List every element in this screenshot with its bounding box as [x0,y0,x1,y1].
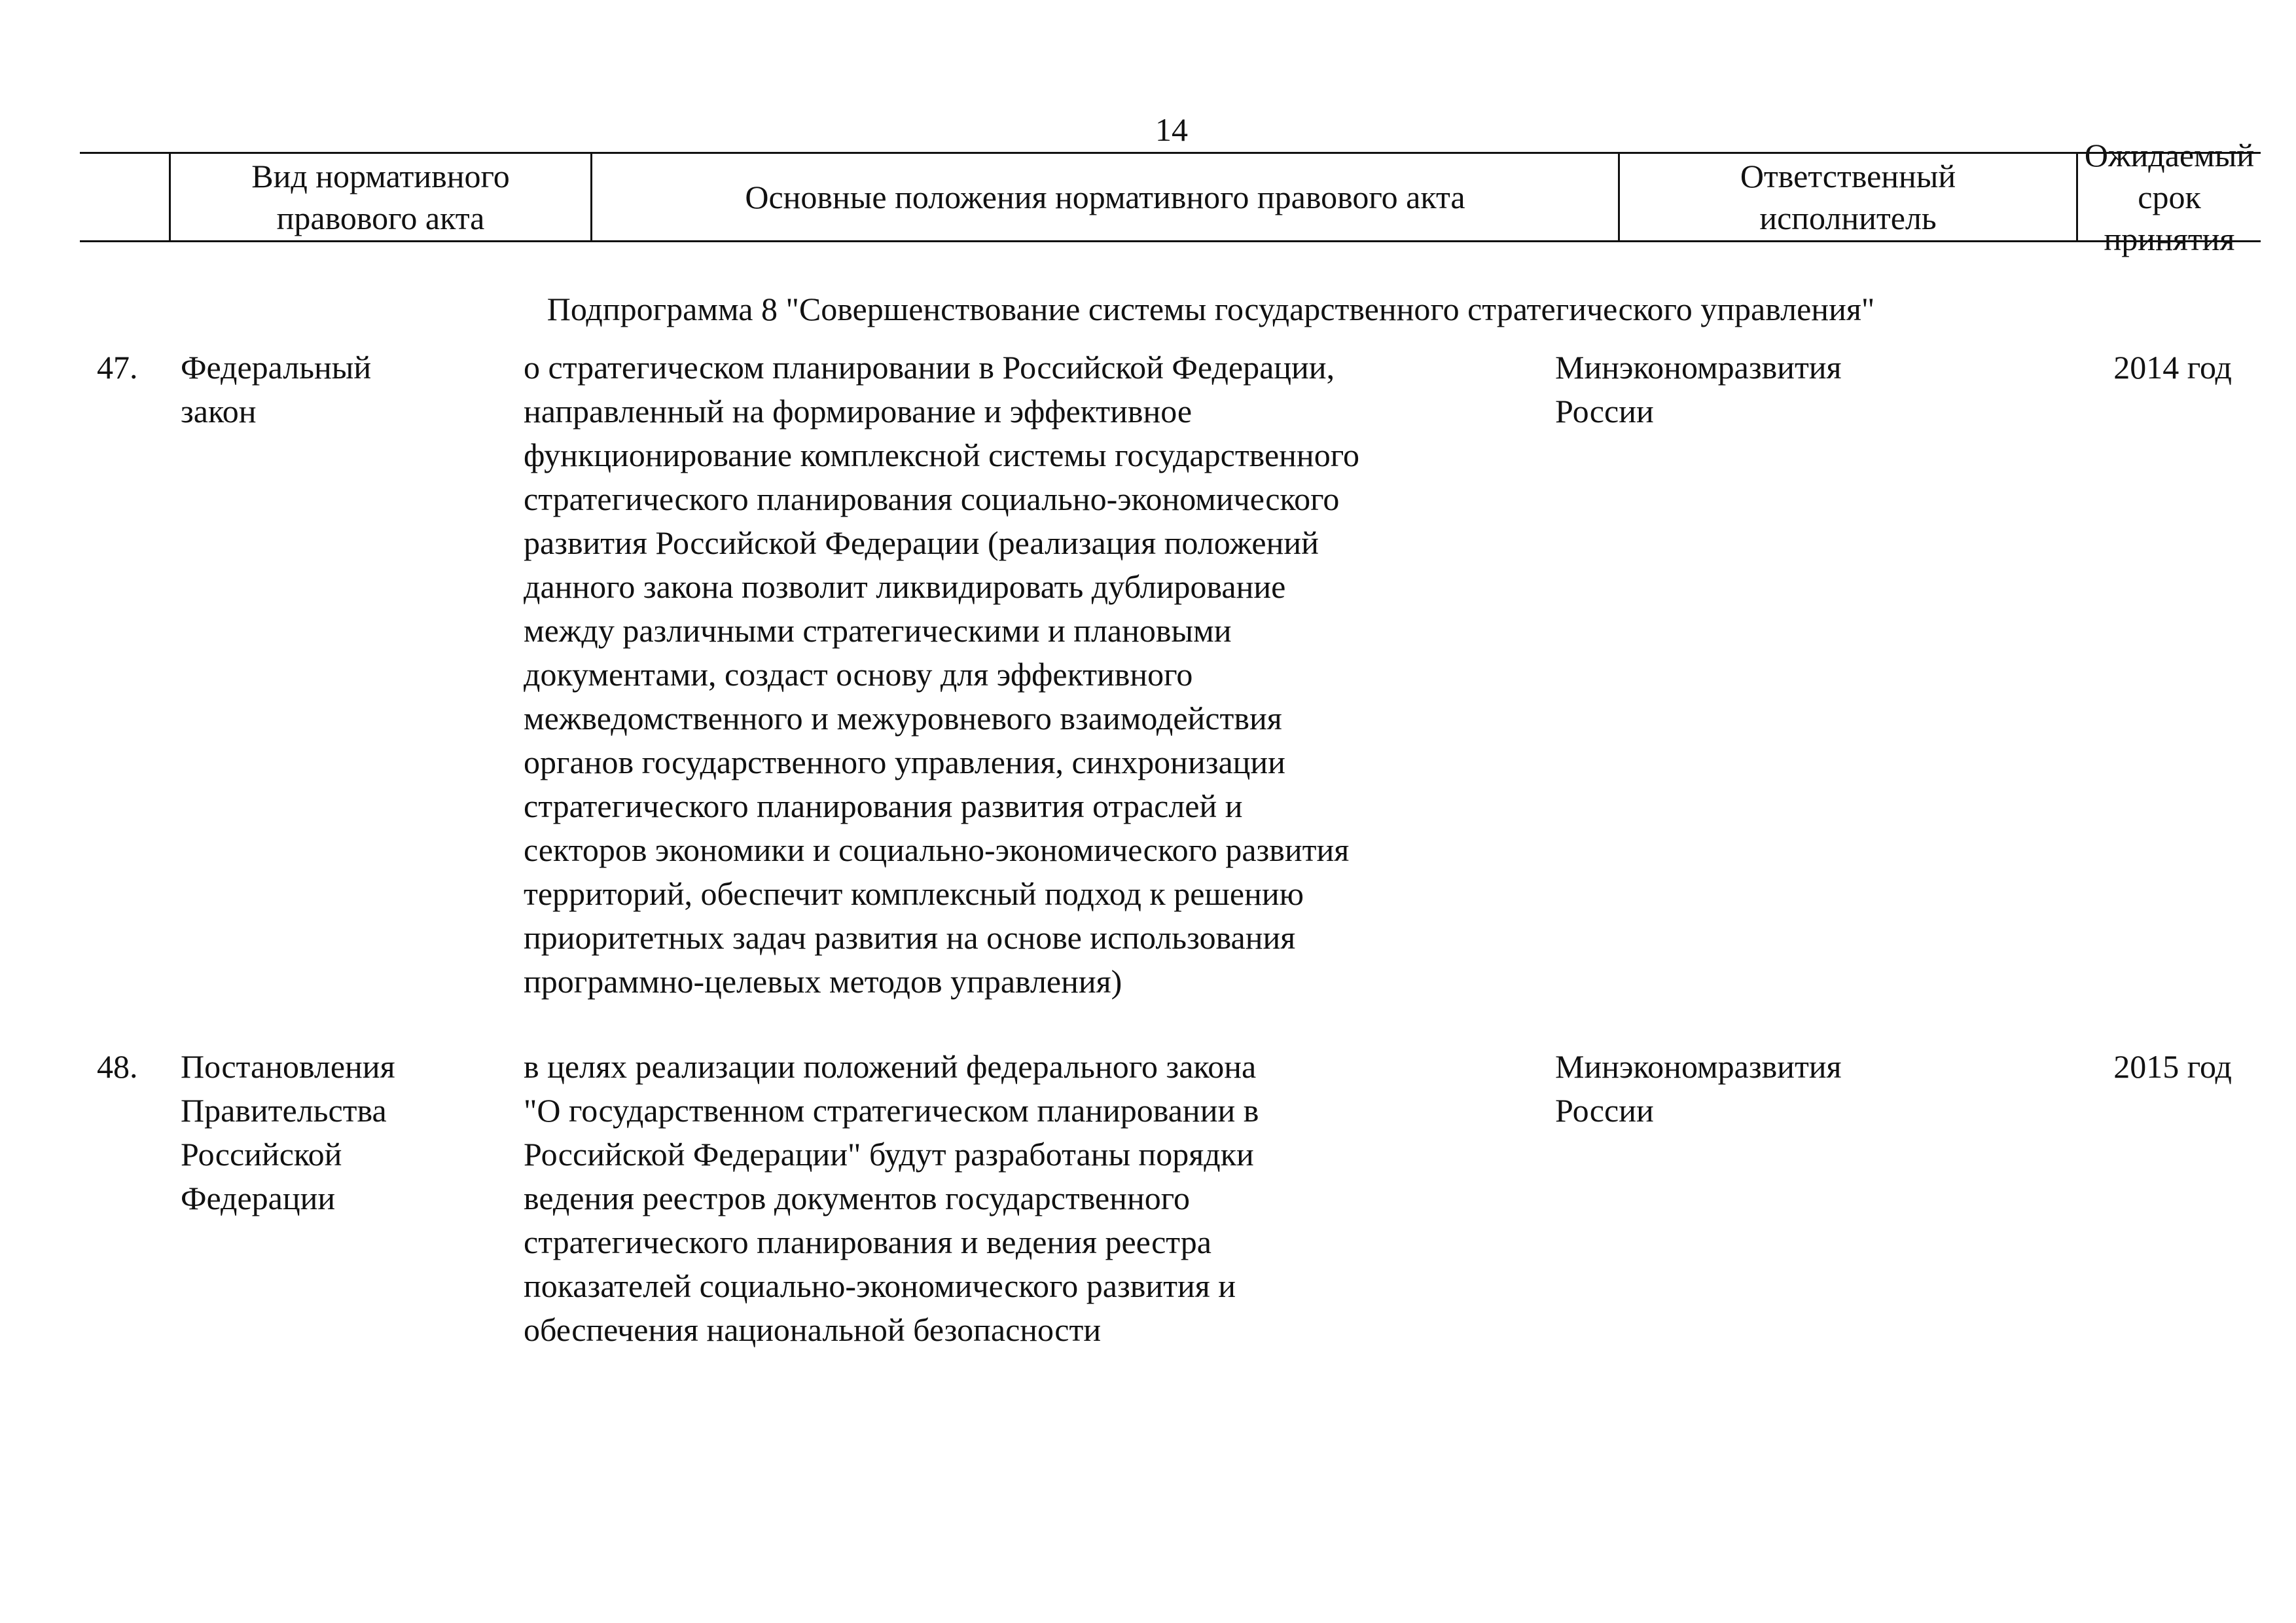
header-type-label: Вид нормативного правового акта [251,158,510,236]
header-term-label: Ожидаемый срок принятия [2084,137,2255,257]
row-executor: Минэкономразвития России [1555,1048,1842,1129]
row-description: в целях реализации положений федерального закона "О государственном стратегическом планировании в Российской Федерации" будут разработаны порядки ведения реестров документов государственного стратегического планирования и ведения реестра показателей социально-экономического развития и обеспечения национальной безопасности [524,1048,1259,1348]
header-cell-main [590,154,1618,240]
row-executor: Минэкономразвития России [1555,349,1842,429]
table-header [80,137,2261,257]
header-cell-executor [1618,154,2076,240]
header-main-label: Основные положения нормативного правового акта [745,179,1465,215]
row-description: о стратегическом планировании в Российской Федерации, направленный на формирование и эффективное функционирование комплексной системы государственного стратегического планирования социально-экономического развития Российской Федерации (реализация положений данного закона позволит ликвидировать дублирование между различными стратегическими и плановыми документами, создаст основу для эффективного межведомственного и межуровневого взаимодействия органов государственного управления, синхронизации стратегического планирования развития отраслей и секторов экономики и социально-экономического развития территорий, обеспечит комплексный подход к решению приоритетных задач развития на основе использования программно-целевых методов управления) [524,349,1359,1000]
row-act-type: Постановления Правительства Российской Федерации [181,1048,395,1216]
header-cell-term [2076,137,2261,257]
row-term: 2015 год [2113,1048,2232,1085]
row-act-type: Федеральный закон [181,349,372,429]
row-number: 47. [97,349,138,386]
header-cell-number [80,154,169,240]
subprogram-title: Подпрограмма 8 "Совершенствование системы государственного стратегического управления" [547,291,1875,327]
header-cell-type [169,154,590,240]
row-number: 48. [97,1048,138,1085]
header-executor-label: Ответственный исполнитель [1740,158,1956,236]
row-term: 2014 год [2113,349,2232,386]
page-number: 14 [1155,111,1188,148]
